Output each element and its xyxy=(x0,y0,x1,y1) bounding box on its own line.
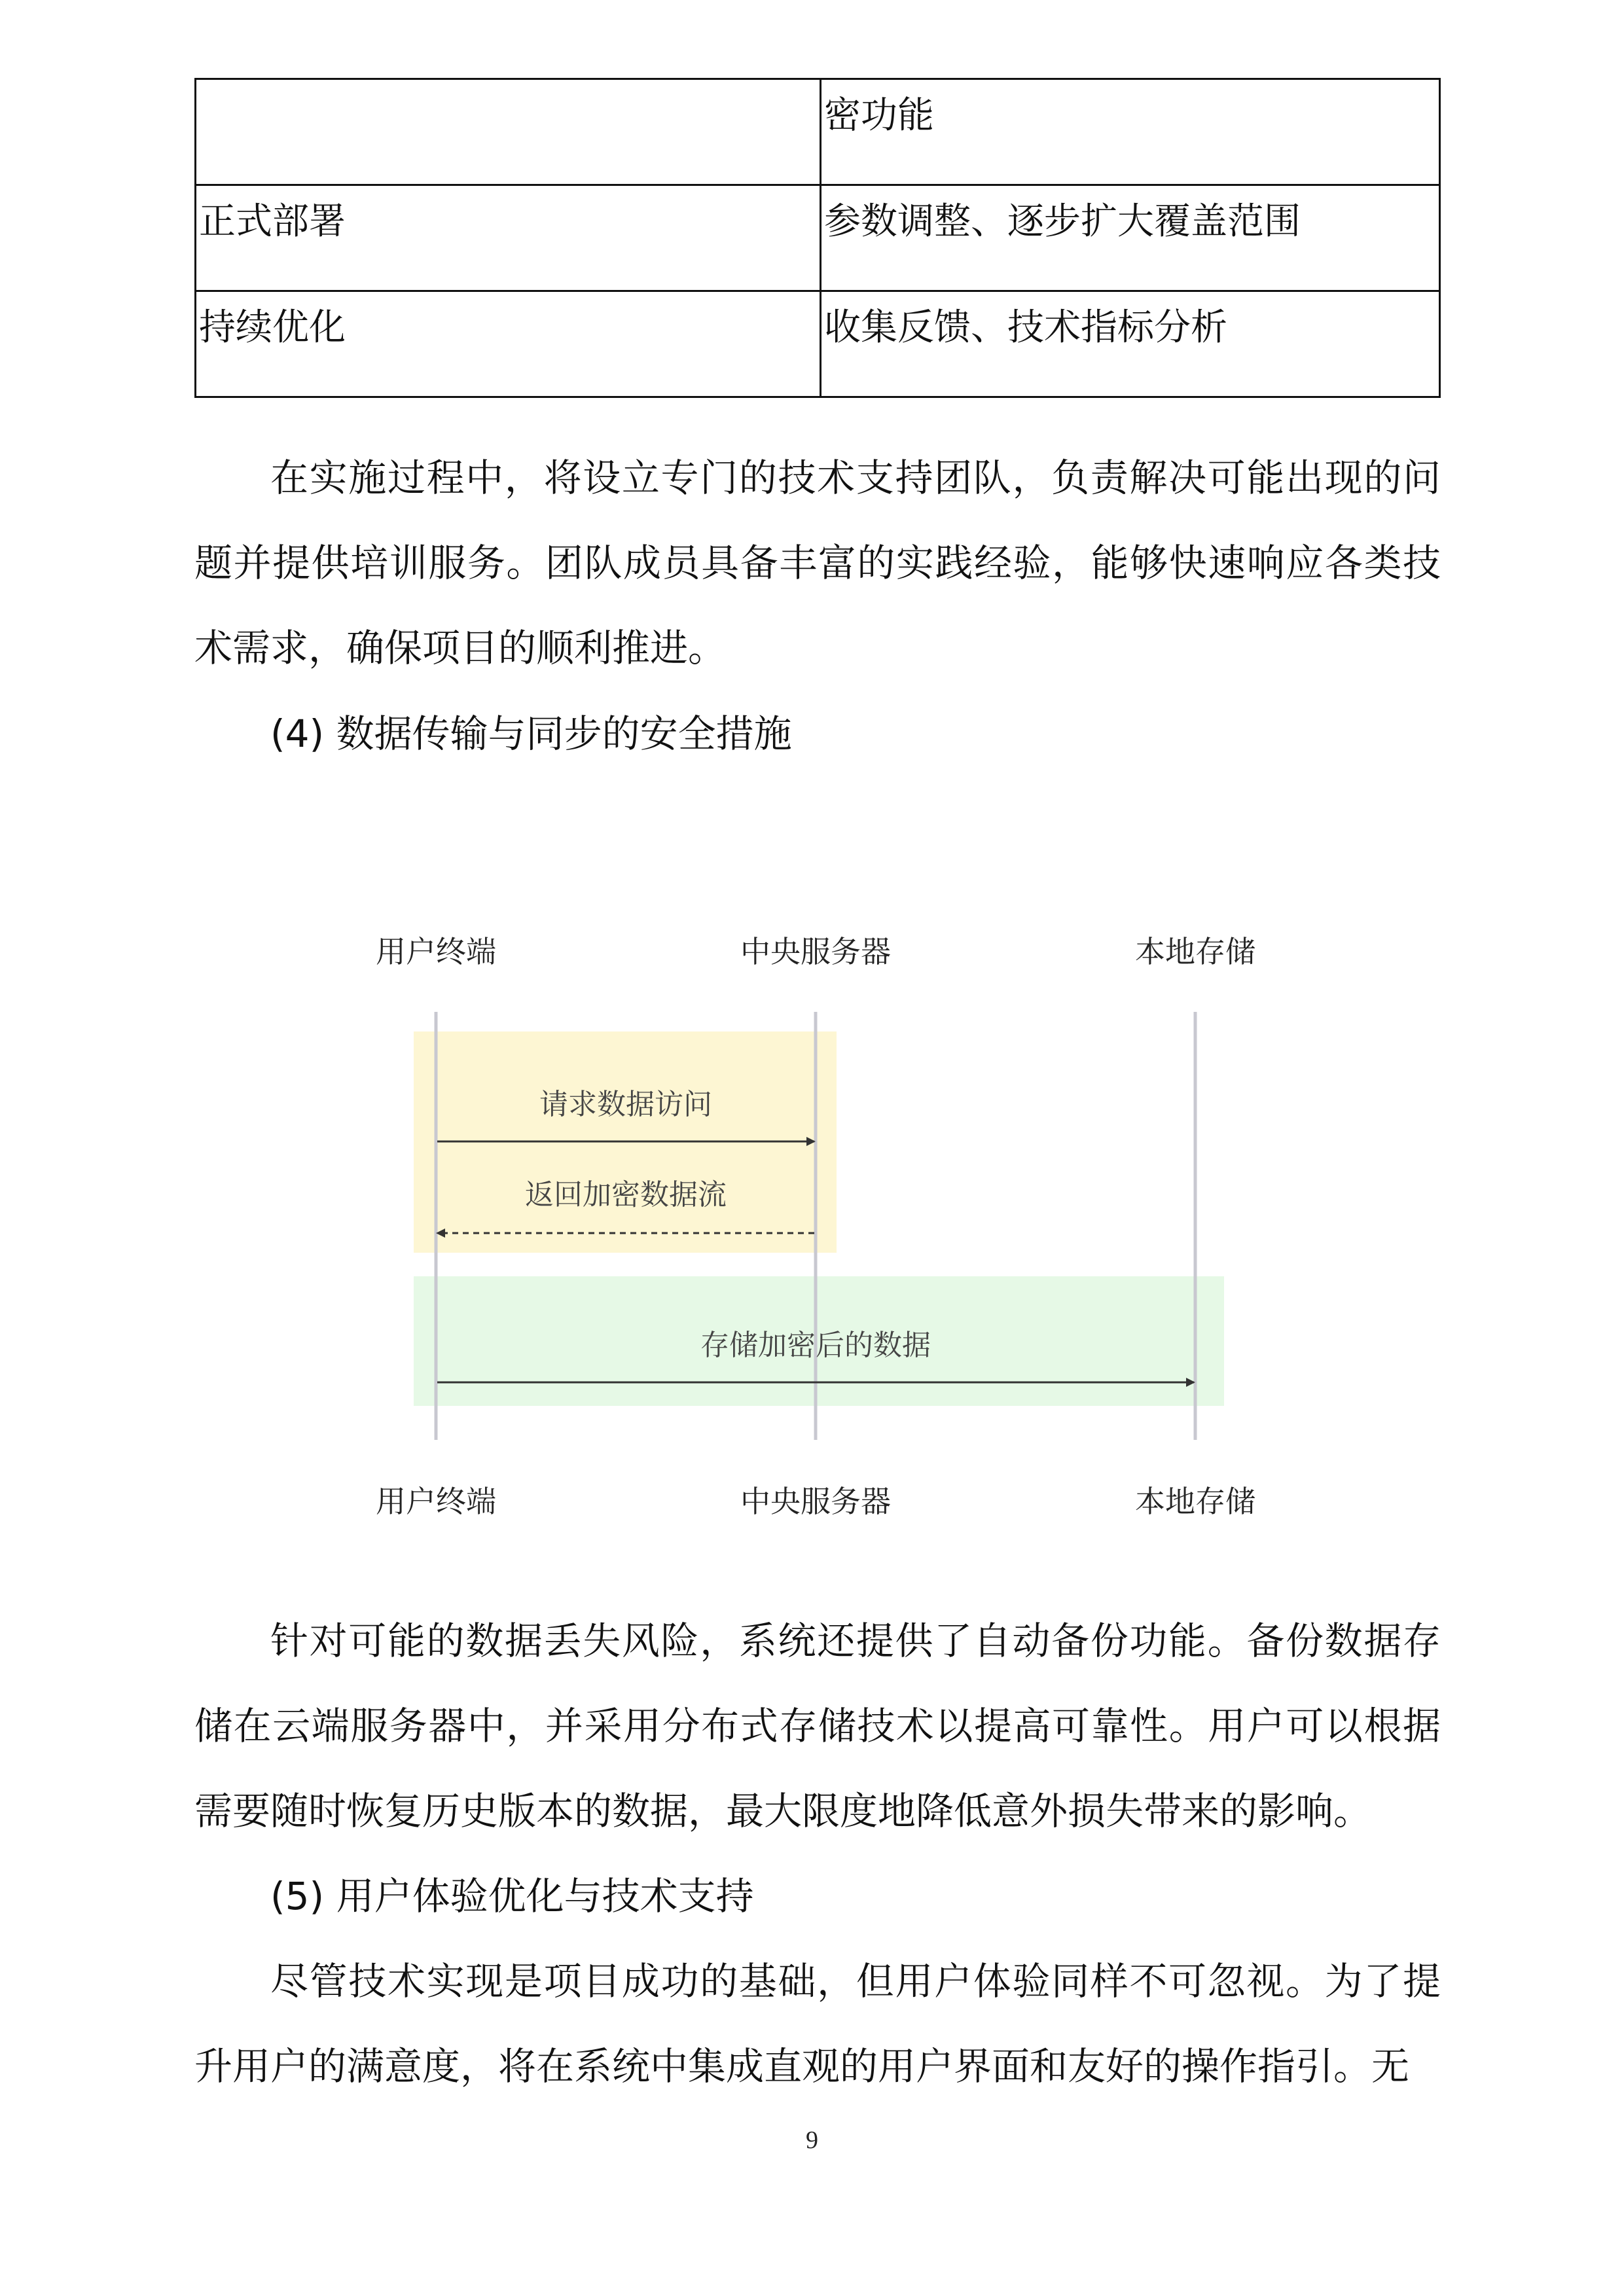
table-cell-stage: 正式部署 xyxy=(196,185,821,291)
message-label: 请求数据访问 xyxy=(539,1088,712,1121)
participant-label-top: 用户终端 xyxy=(376,934,496,969)
participant-label-top: 本地存储 xyxy=(1135,934,1255,969)
table-cell-stage xyxy=(196,79,821,185)
table-row xyxy=(196,185,1440,291)
participant-label-bottom: 本地存储 xyxy=(1135,1484,1255,1519)
plan-table xyxy=(194,78,1441,398)
paragraph-backup: 针对可能的数据丢失风险，系统还提供了自动备份功能。备份数据存储在云端服务器中，并采用分布式存储技术以提高可靠性。用户可以根据需要随时恢复历史版本的数据，最大限度地降低意外损失带来的影响。 xyxy=(194,1619,1441,1833)
sequence-diagram xyxy=(367,903,1257,1538)
paragraph-support-team: 在实施过程中，将设立专门的技术支持团队，负责解决可能出现的问题并提供培训服务。团队成员具备丰富的实践经验，能够快速响应各类技术需求，确保项目的顺利推进。 xyxy=(194,456,1441,670)
table-cell-content: 参数调整、逐步扩大覆盖范围 xyxy=(821,185,1440,291)
table-row xyxy=(196,79,1440,185)
participant-label-top: 中央服务器 xyxy=(740,934,891,969)
page-number: 9 xyxy=(806,2126,818,2154)
section-heading-5: (5) 用户体验优化与技术支持 xyxy=(270,1874,754,1918)
message-label: 存储加密后的数据 xyxy=(700,1329,931,1362)
table-cell-content: 密功能 xyxy=(821,79,1440,185)
table-cell-content: 收集反馈、技术指标分析 xyxy=(821,291,1440,397)
table-row xyxy=(196,291,1440,397)
participant-label-bottom: 用户终端 xyxy=(376,1484,496,1519)
paragraph-user-experience: 尽管技术实现是项目成功的基础，但用户体验同样不可忽视。为了提升用户的满意度，将在系统中集成直观的用户界面和友好的操作指引。无 xyxy=(194,1959,1441,2089)
participant-label-bottom: 中央服务器 xyxy=(740,1484,891,1519)
table-cell-stage: 持续优化 xyxy=(196,291,821,397)
section-heading-4: (4) 数据传输与同步的安全措施 xyxy=(270,711,792,756)
message-label: 返回加密数据流 xyxy=(525,1178,727,1211)
